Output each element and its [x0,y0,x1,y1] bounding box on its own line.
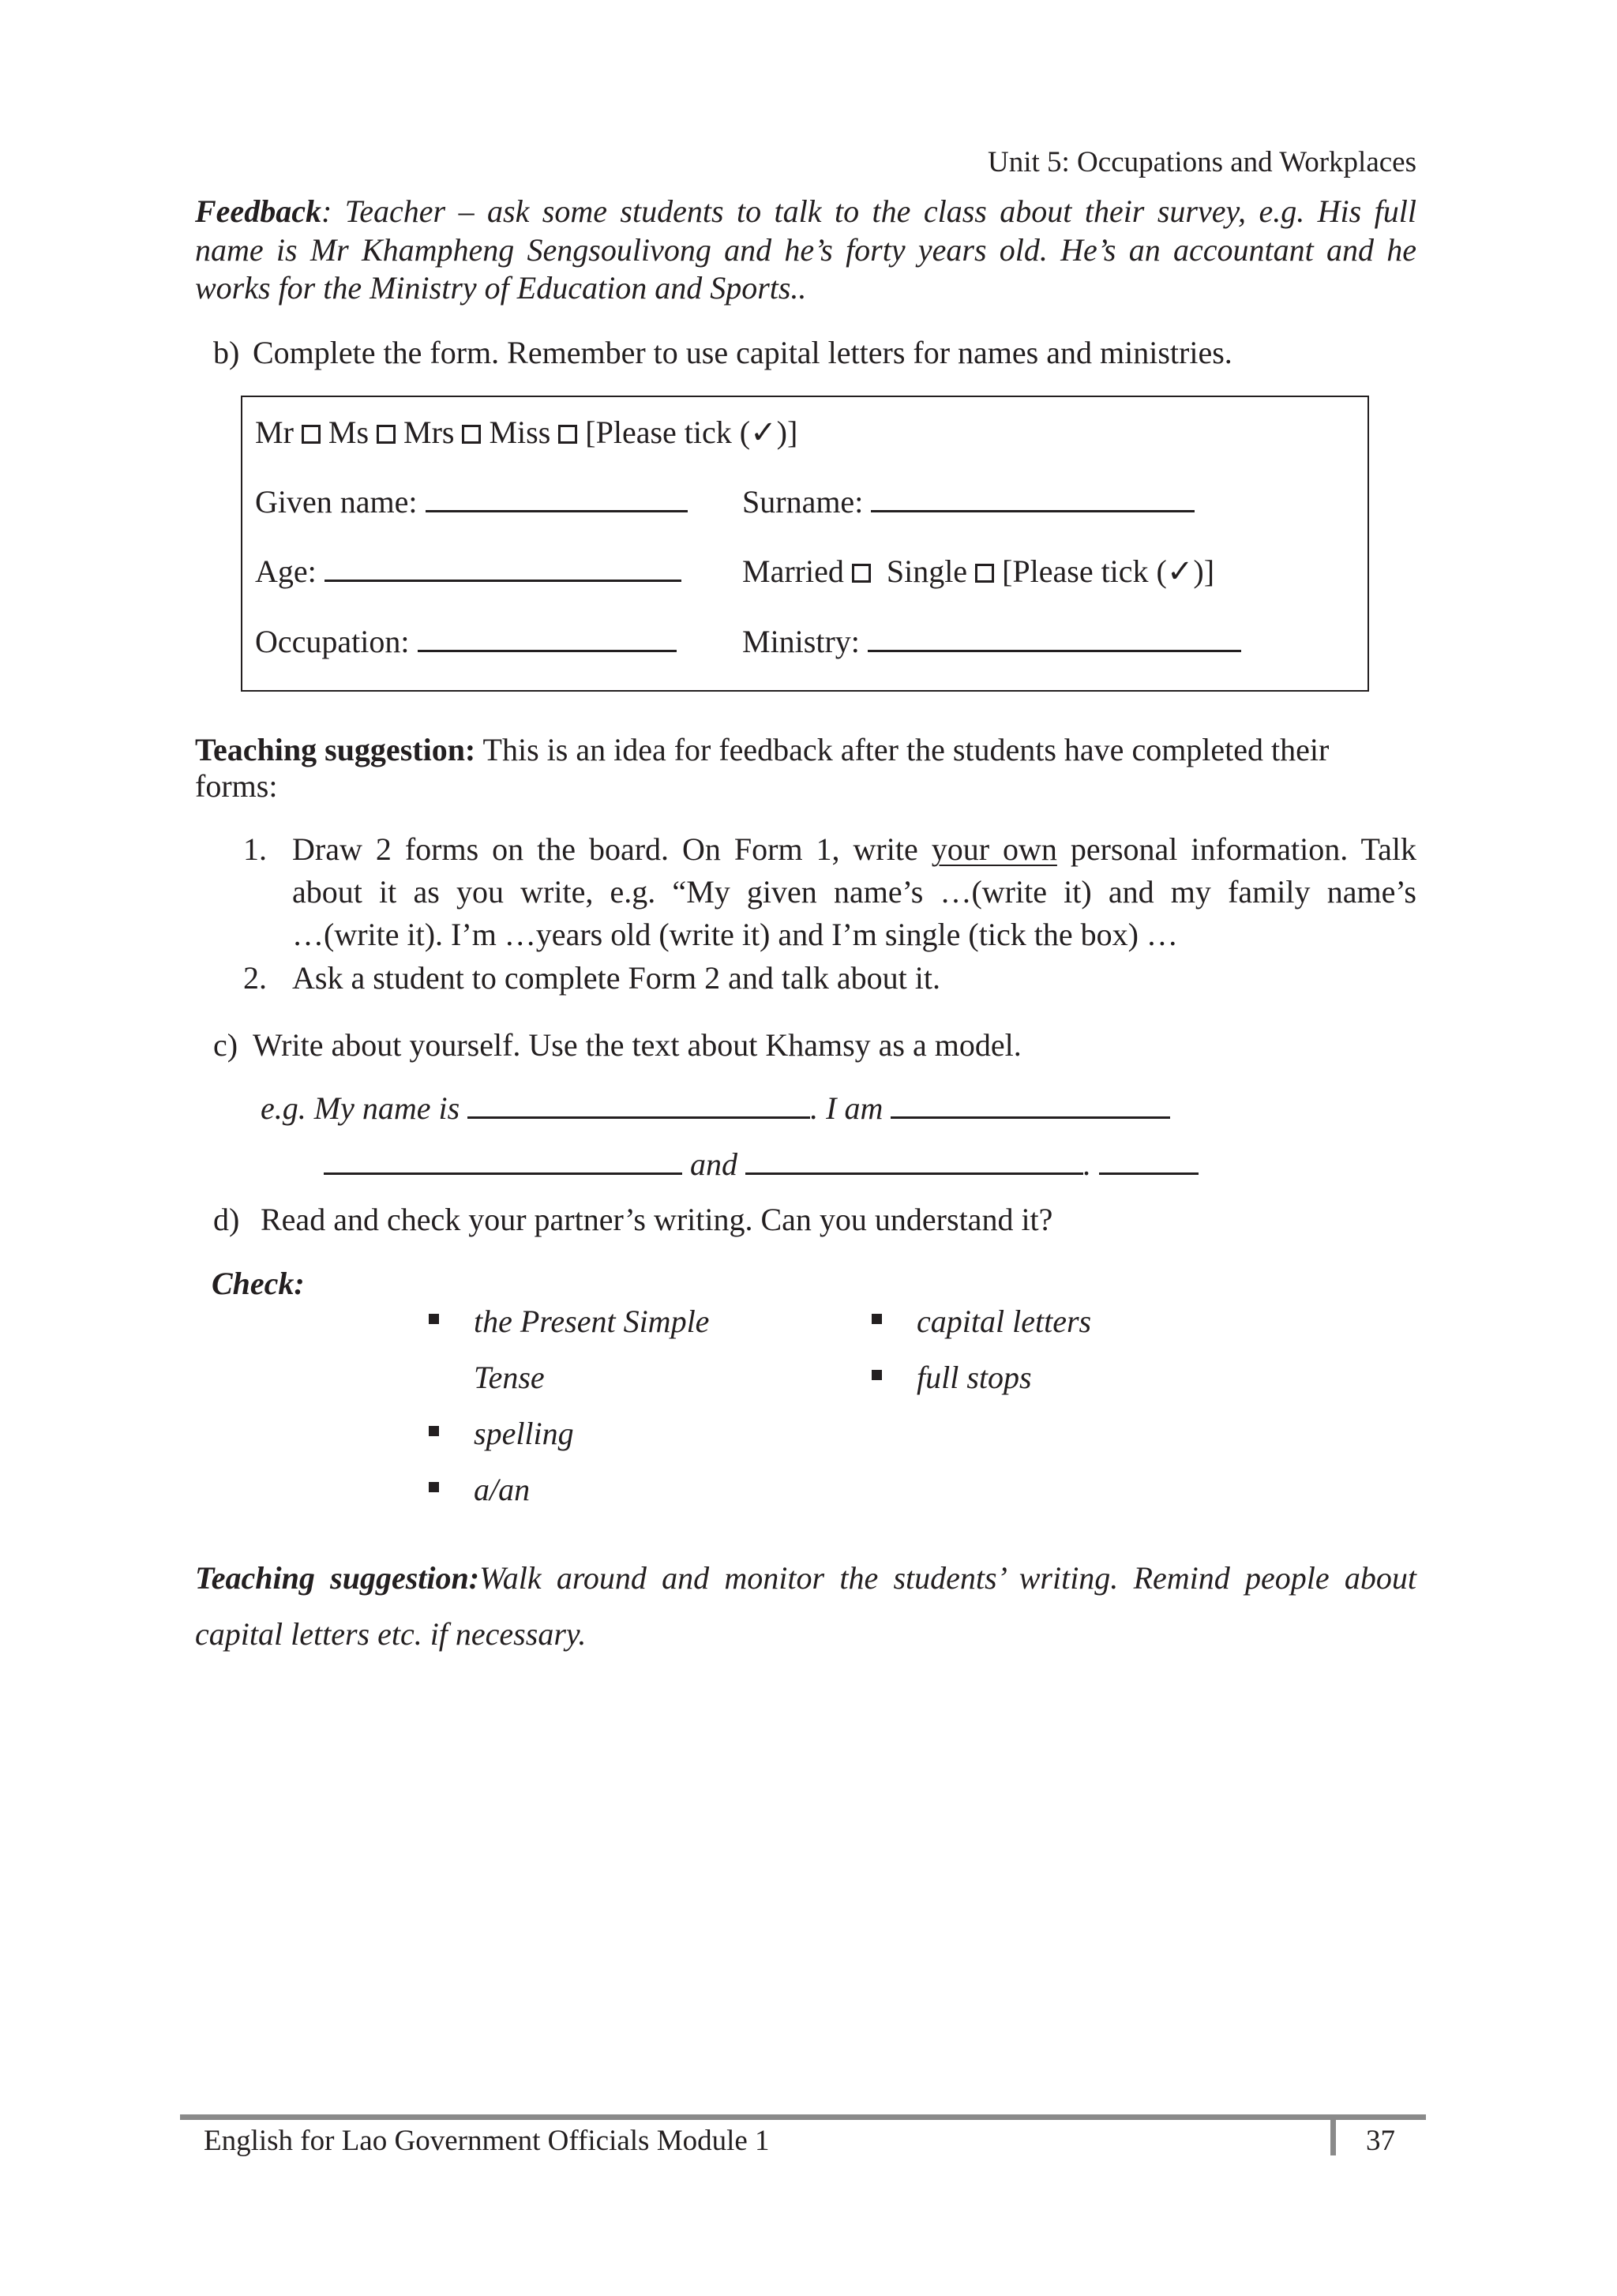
title-tick-note: [Please tick (✓)] [585,415,798,450]
surname-label: Surname: [742,484,864,520]
teaching-suggestion-2-line-1 [195,1559,1416,1597]
bullet-icon [429,1426,439,1436]
surname-row [742,483,1195,521]
example-dot: . [1083,1146,1091,1182]
check-label: Check: [212,1266,305,1301]
example-blank-5[interactable] [1099,1146,1199,1175]
exercise-d-instruction: Read and check your partner’s writing. Can you understand it? [261,1202,1053,1237]
teaching-suggestion-1-line-1 [195,731,1329,769]
bullet-icon [872,1314,882,1324]
ministry-label: Ministry: [742,624,860,659]
list-item-1-text-a: Draw 2 forms on the board. On Form 1, write [292,831,932,867]
example-i-am: . I am [810,1090,891,1126]
marital-row [742,553,1214,591]
footer-rule [180,2114,1426,2120]
married-label: Married [742,553,844,589]
example-blank-4[interactable] [745,1146,1083,1175]
single-label: Single [886,553,968,589]
teaching-suggestion-2-line-2: capital letters etc. if necessary. [195,1616,587,1652]
occupation-row [255,623,677,661]
check-item-tense: Tense [474,1360,545,1395]
example-name-blank[interactable] [467,1090,810,1119]
check-item-capital-letters: capital letters [917,1304,1092,1339]
bullet-icon [872,1370,882,1380]
teaching-suggestion-2-label: Teaching suggestion: [195,1560,480,1596]
ms-checkbox[interactable] [377,425,396,444]
list-item-1-line-2: about it as you write, e.g. “My given name’s …(write it) and my family name’s [292,874,1416,910]
title-ms: Ms [328,415,370,450]
list-item-2: Ask a student to complete Form 2 and talk about it. [292,960,940,996]
example-i-am-blank[interactable] [891,1090,1170,1119]
footer-divider [1330,2120,1336,2155]
title-mrs: Mrs [403,415,455,450]
occupation-field[interactable] [418,623,677,652]
example-line-2 [324,1146,1199,1184]
example-line-1 [261,1090,1170,1127]
check-item-full-stops: full stops [917,1360,1032,1395]
feedback-line-3: works for the Ministry of Education and Sports.. [195,270,807,306]
teaching-suggestion-1-text: This is an idea for feedback after the students have completed their [475,732,1330,767]
teaching-suggestion-1-line-2: forms: [195,768,278,804]
given-name-row [255,483,688,521]
list-number-1: 1. [243,831,267,867]
title-mr: Mr [255,415,294,450]
given-name-label: Given name: [255,484,418,520]
feedback-line-1 [195,193,1416,231]
ministry-row [742,623,1241,661]
marital-tick-note: [Please tick (✓)] [1002,553,1215,589]
list-item-1-line-1 [292,831,1416,869]
miss-checkbox[interactable] [558,425,577,444]
occupation-label: Occupation: [255,624,410,659]
ministry-field[interactable] [868,623,1241,652]
check-item-a-an: a/an [474,1472,531,1507]
exercise-c-instruction: Write about yourself. Use the text about Khamsy as a model. [253,1027,1022,1063]
list-item-1-line-3: …(write it). I’m …years old (write it) and I’m single (tick the box) … [292,917,1178,952]
feedback-text-1: : Teacher – ask some students to talk to the class about their survey, e.g. His full [321,193,1416,229]
teaching-suggestion-1-label: Teaching suggestion: [195,732,476,767]
bullet-icon [429,1482,439,1492]
given-name-field[interactable] [426,483,688,512]
exercise-d-label: d) [213,1202,240,1237]
title-row [255,414,797,452]
exercise-b-instruction: Complete the form. Remember to use capital letters for names and ministries. [253,335,1232,370]
title-miss: Miss [489,415,551,450]
age-field[interactable] [325,553,681,582]
mr-checkbox[interactable] [302,425,321,444]
feedback-line-2: name is Mr Khampheng Sengsoulivong and he’s forty years old. He’s an accountant and he [195,232,1416,268]
list-item-1-text-b: personal information. Talk [1056,831,1416,867]
age-label: Age: [255,553,317,589]
surname-field[interactable] [871,483,1195,512]
list-number-2: 2. [243,960,267,996]
exercise-b-label: b) [213,335,240,370]
married-checkbox[interactable] [852,564,871,583]
feedback-label: Feedback [195,193,321,229]
bullet-icon [429,1314,439,1324]
example-blank-3[interactable] [324,1146,682,1175]
age-row [255,553,681,591]
check-item-present-simple: the Present Simple [474,1304,710,1339]
list-item-1-underlined: your own [931,831,1057,867]
exercise-c-label: c) [213,1027,238,1063]
page-number: 37 [1366,2125,1395,2157]
example-and: and [682,1146,745,1182]
footer-book-title: English for Lao Government Officials Module 1 [204,2125,770,2157]
single-checkbox[interactable] [975,564,994,583]
check-item-spelling: spelling [474,1416,574,1451]
example-my-name-is: e.g. My name is [261,1090,468,1126]
mrs-checkbox[interactable] [462,425,481,444]
unit-title: Unit 5: Occupations and Workplaces [988,146,1416,178]
teaching-suggestion-2-text: Walk around and monitor the students’ writing. Remind people about [479,1560,1416,1596]
